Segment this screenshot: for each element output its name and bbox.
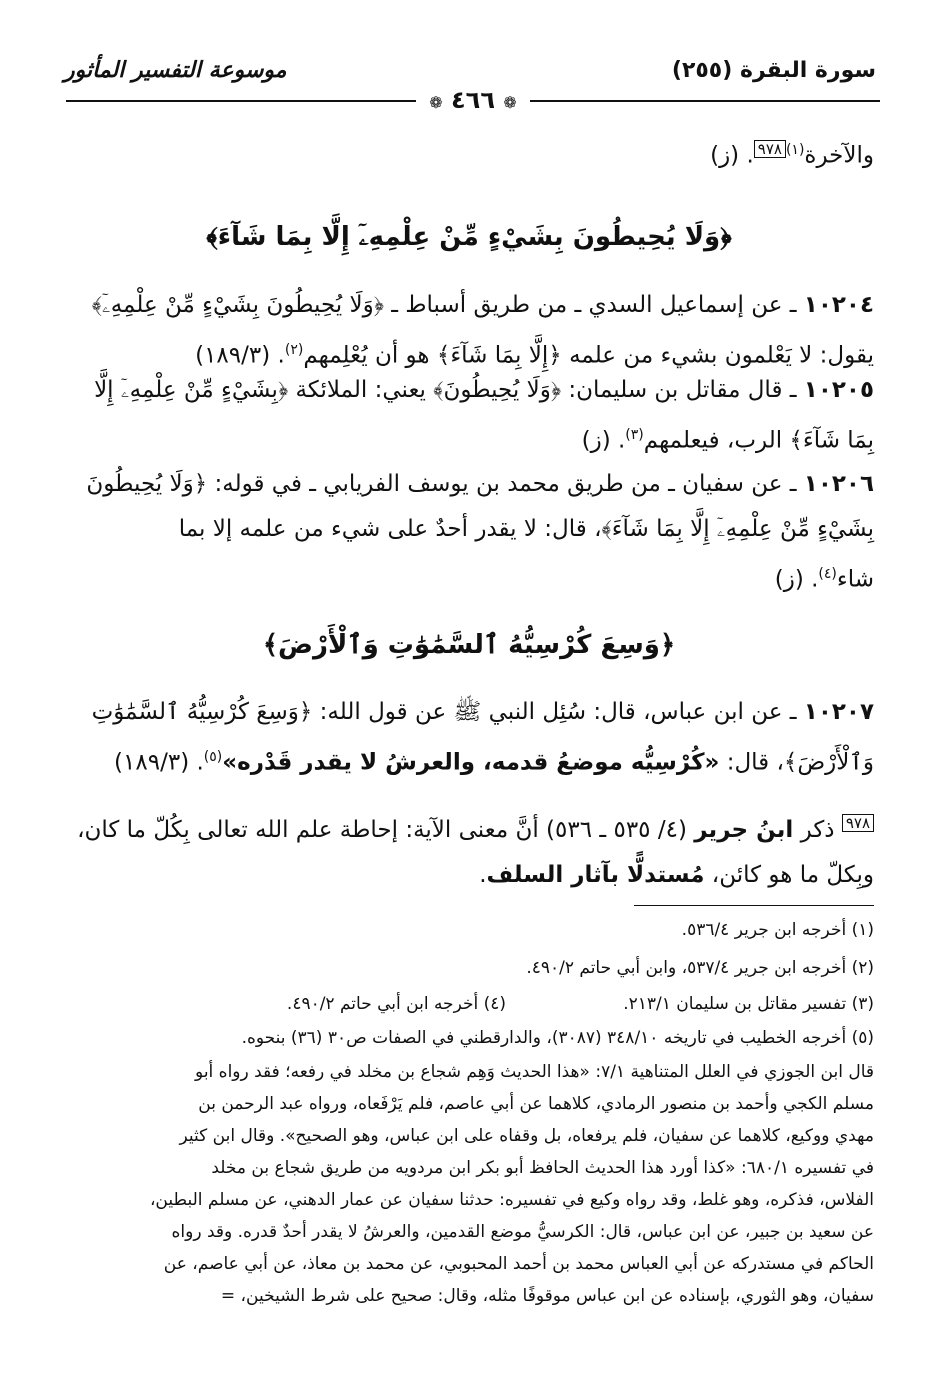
footnote-line: الحاكم في مستدركه عن أبي العباس محمد بن أحمد المحبوبي، عن محمد بن معاذ، عن أبي عاصم، عن — [163, 1254, 874, 1274]
footnote-line: عن سعيد بن جبير، عن ابن عباس، قال: الكرسيُّ موضع القدمين، والعرشُ لا يقدر أحدٌ قدره. وقد رواه — [171, 1222, 874, 1242]
entry-line: وبِكلّ ما هو كائن، مُستدلًّا بآثار السلف. — [479, 862, 874, 888]
footnote-3: (٣) تفسير مقاتل بن سليمان ٢١٣/١. — [623, 994, 874, 1014]
ornament-icon: ❁ — [503, 93, 517, 112]
footnote-marker: (٤) — [818, 566, 837, 582]
sura-title: سورة البقرة (٢٥٥) — [671, 58, 876, 83]
footnote-marker: (١) — [785, 142, 805, 158]
entry-line: ٩٧٨ ذكر ابنُ جرير (٤/ ٥٣٥ ـ ٥٣٦) أنَّ معنى الآية: إحاطة علم الله تعالى بِكُلّ ما كان، — [64, 808, 874, 853]
entry-number: ١٠٢٠٧ — [803, 699, 874, 725]
entry-line: شاء$^{(٤)}$. (ز) — [774, 566, 874, 593]
footnote-line: مهدي ووكيع، كلاهما عن سفيان، فلم يرفعاه، بل وقفاه على ابن عباس، وهو الصحيح». وقال ابن كثير — [179, 1126, 874, 1146]
header-rule-right — [530, 100, 880, 102]
note-ref-box: ٩٧٨ — [842, 814, 874, 832]
entry-10205 — [64, 368, 874, 464]
commentary-note — [64, 808, 874, 898]
footnote-5-text — [64, 1056, 874, 1312]
footnote-line: في تفسيره ٦٨٠/١: «كذا أورد هذا الحديث الحافظ أبو بكر ابن مردويه من طريق شجاع بن مخلد — [211, 1158, 874, 1178]
entry-line: يقول: لا يَعْلمون بشيء من علمه ﴿إِلَّا بِمَا شَآءَ﴾ هو أن يُعْلِمهم$^{(٢)}$. (١٨٩/٣) — [195, 342, 874, 369]
footnote-marker: (٢) — [284, 342, 304, 358]
entry-line: ١٠٢٠٧ ـ عن ابن عباس، قال: سُئِل النبي ﷺ عن قول الله: ﴿وَسِعَ كُرْسِيُّهُ ٱلسَّمَٰوَٰتِ — [91, 699, 874, 725]
entry-line: وَٱلْأَرْضَ﴾، قال: «كُرْسِيُّه موضعُ قدمه، والعرشُ لا يقدر قَدْره»$^{(٥)}$. (١٨٩/٣) — [114, 749, 874, 776]
footnote-1: (١) أخرجه ابن جرير ٥٣٦/٤. — [681, 920, 874, 940]
footnote-line: سفيان، وهو الثوري، بإسناده عن ابن عباس موقوفًا مثله، وقال: صحيح على شرط الشيخين، = — [220, 1286, 874, 1306]
entry-number: ١٠٢٠٤ — [803, 292, 874, 318]
ornament-icon: ❁ — [429, 93, 443, 112]
book-title: موسوعة التفسير المأثور — [64, 58, 287, 83]
note-ref-box: ٩٧٨ — [754, 140, 786, 158]
verse-heading: ﴿وَسِعَ كُرْسِيُّهُ ٱلسَّمَٰوَٰتِ وَٱلْأَرْضَ﴾ — [262, 630, 676, 660]
footnote-marker: (٣) — [625, 427, 644, 443]
footnote-line: مسلم الكجي وأحمد بن منصور الرمادي، كلاهما عن أبي عاصم، فلم يَرْفَعاه، ورواه عبد الرحمن بن — [198, 1094, 874, 1114]
entry-line: بِمَا شَآءَ﴾ الرب، فيعلمهم$^{(٣)}$. (ز) — [581, 427, 874, 454]
footnote-marker: (٥) — [203, 749, 223, 765]
footnote-line: الفلاس، فذكره، وهو غلط، وقد رواه وكيع في تفسيره: حدثنا سفيان عن عمار الدهني، عن مسلم البطين، — [149, 1190, 874, 1210]
entry-10206 — [64, 462, 874, 603]
entry-line: ١٠٢٠٥ ـ قال مقاتل بن سليمان: ﴿وَلَا يُحِيطُونَ﴾ يعني: الملائكة ﴿بِشَيْءٍ مِّنْ عِلْمِهِۦٓ إِلَّا — [94, 377, 874, 403]
entry-number: ١٠٢٠٦ — [803, 471, 874, 497]
footnote-line: قال ابن الجوزي في العلل المتناهية ٧/١: «هذا الحديث وَهِم شجاع بن مخلد في رفعه؛ فقد رواه أبو — [195, 1062, 874, 1082]
entry-10207 — [64, 690, 874, 786]
footnote-4: (٤) أخرجه ابن أبي حاتم ٤٩٠/٢. — [286, 994, 506, 1014]
page-number: ❁ ٤٦٦ ❁ — [429, 86, 517, 114]
header-rule-left — [66, 100, 416, 102]
entry-line: ١٠٢٠٦ ـ عن سفيان ـ من طريق محمد بن يوسف الفريابي ـ في قوله: ﴿وَلَا يُحِيطُونَ — [86, 471, 874, 497]
continuation-mark: = — [220, 1286, 236, 1306]
entry-line: بِشَيْءٍ مِّنْ عِلْمِهِۦٓ إِلَّا بِمَا شَآءَ﴾، قال: لا يقدر أحدٌ على شيء من علمه إلا بما — [178, 516, 874, 542]
intro-line: والآخرة$^{(١)}$٩٧٨. (ز) — [710, 140, 874, 169]
verse-heading: ﴿وَلَا يُحِيطُونَ بِشَيْءٍ مِّنْ عِلْمِهِۦٓ إِلَّا بِمَا شَآءَ﴾ — [206, 222, 732, 252]
footnote-2: (٢) أخرجه ابن جرير ٥٣٧/٤، وابن أبي حاتم ٤٩٠/٢. — [526, 958, 874, 978]
entry-line: ١٠٢٠٤ ـ عن إسماعيل السدي ـ من طريق أسباط ـ ﴿وَلَا يُحِيطُونَ بِشَيْءٍ مِّنْ عِلْمِهِۦٓ﴾ — [91, 292, 874, 318]
footnote-separator — [634, 905, 874, 906]
footnote-5: (٥) أخرجه الخطيب في تاريخه ٣٤٨/١٠ (٣٠٨٧)، والدارقطني في الصفات ص٣٠ (٣٦) بنحوه. — [241, 1028, 874, 1048]
entry-10204 — [64, 283, 874, 379]
entry-number: ١٠٢٠٥ — [803, 377, 874, 403]
